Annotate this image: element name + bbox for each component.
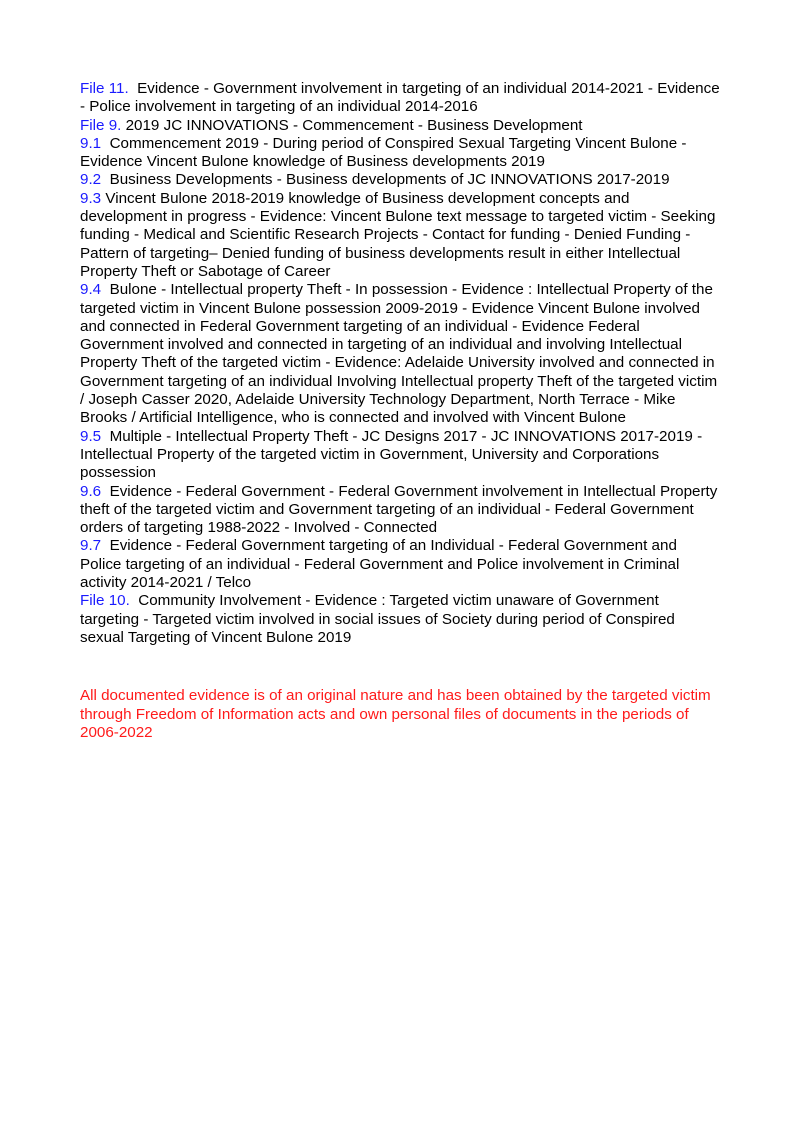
- entry-reference: 9.1: [80, 134, 102, 152]
- entry-reference: 9.7: [80, 537, 102, 555]
- entry-separator: [130, 592, 138, 609]
- entry-reference: File 11.: [80, 80, 129, 97]
- entry-separator: [101, 171, 109, 188]
- entry-text: Community Involvement - Evidence : Targeted victim unaware of Government targeting - Targeted victim involved in social issues of Society during period of Conspired sexual Targeting of Vincent Bulone 2019: [80, 592, 675, 646]
- entry-text: Commencement 2019 - During period of Conspired Sexual Targeting Vincent Bulone - Evidence Vincent Bulone knowledge of Business developments 2019: [80, 134, 687, 171]
- evidence-entry: [80, 190, 720, 281]
- evidence-notice: All documented evidence is of an original nature and has been obtained by the targeted victim through Freedom of Information acts and own personal files of documents in the periods of 2006-2022: [80, 687, 711, 741]
- evidence-entry: [80, 117, 720, 135]
- entry-text: Multiple - Intellectual Property Theft - JC Designs 2017 - JC INNOVATIONS 2017-2019 - Intellectual Property of the targeted victim in Government, University and Corporations possession: [80, 427, 703, 482]
- evidence-index: [80, 80, 720, 647]
- entry-separator: [101, 537, 109, 554]
- entry-reference: 9.2: [80, 171, 102, 189]
- entry-reference: File 9.: [80, 116, 122, 134]
- entry-text: Vincent Bulone 2018-2019 knowledge of Business development concepts and development in progress - Evidence: Vincent Bulone text message to targeted victim - Seeking funding - Medical and Scientific Research Projects - Contact for funding - Denied Funding - Pattern of targeting– Denied funding of business developments result in either Intellectual Property Theft or Sabotage of Career: [80, 189, 716, 280]
- entry-separator: [101, 135, 109, 152]
- evidence-entry: [80, 537, 720, 592]
- evidence-entry: [80, 281, 720, 427]
- evidence-entry: [80, 592, 720, 647]
- entry-text: Evidence - Federal Government - Federal Government involvement in Intellectual Property theft of the targeted victim and Government targeting of an individual - Federal Government orders of targeting 1988-2022 - Involved - Connected: [80, 482, 718, 537]
- evidence-entry: [80, 428, 720, 483]
- entry-reference: 9.6: [80, 482, 102, 500]
- entry-reference: 9.3: [80, 189, 102, 207]
- document-page: [80, 80, 720, 757]
- entry-text: Evidence - Government involvement in targeting of an individual 2014-2021 - Evidence - Police involvement in targeting of an individual 2014-2016: [80, 80, 720, 116]
- entry-reference: 9.4: [80, 281, 102, 299]
- entry-text: Bulone - Intellectual property Theft - In possession - Evidence : Intellectual Property of the targeted victim in Vincent Bulone possession 2009-2019 - Evidence Vincent Bulone involved and connected in Federal Government targeting of an individual - Evidence Federal Government involved and connected in targeting of an individual and involving Intellectual Property Theft of the targeted victim - Evidence: Adelaide University involved and connected in Government targeting of an individual Involving Intellectual property Theft of the targeted victim / Joseph Casser 2020, Adelaide University Technology Department, North Terrace - Mike Brooks / Artificial Intelligence, who is connected and involved with Vincent Bulone: [80, 281, 718, 427]
- entry-separator: [101, 483, 109, 500]
- evidence-entry: [80, 80, 720, 117]
- entry-text: 2019 JC INNOVATIONS - Commencement - Business Development: [125, 116, 583, 134]
- entry-separator: [101, 281, 109, 298]
- entry-separator: [101, 428, 109, 445]
- entry-separator: [129, 80, 137, 97]
- entry-reference: 9.5: [80, 427, 102, 445]
- evidence-entry: [80, 171, 720, 189]
- entry-text: Evidence - Federal Government targeting of an Individual - Federal Government and Police targeting of an individual - Federal Government and Police involvement in Criminal activity 2014-2021 / Telco: [80, 537, 680, 592]
- entry-reference: File 10.: [80, 592, 130, 610]
- evidence-entry: [80, 483, 720, 538]
- entry-text: Business Developments - Business developments of JC INNOVATIONS 2017-2019: [109, 171, 670, 189]
- evidence-entry: [80, 135, 720, 172]
